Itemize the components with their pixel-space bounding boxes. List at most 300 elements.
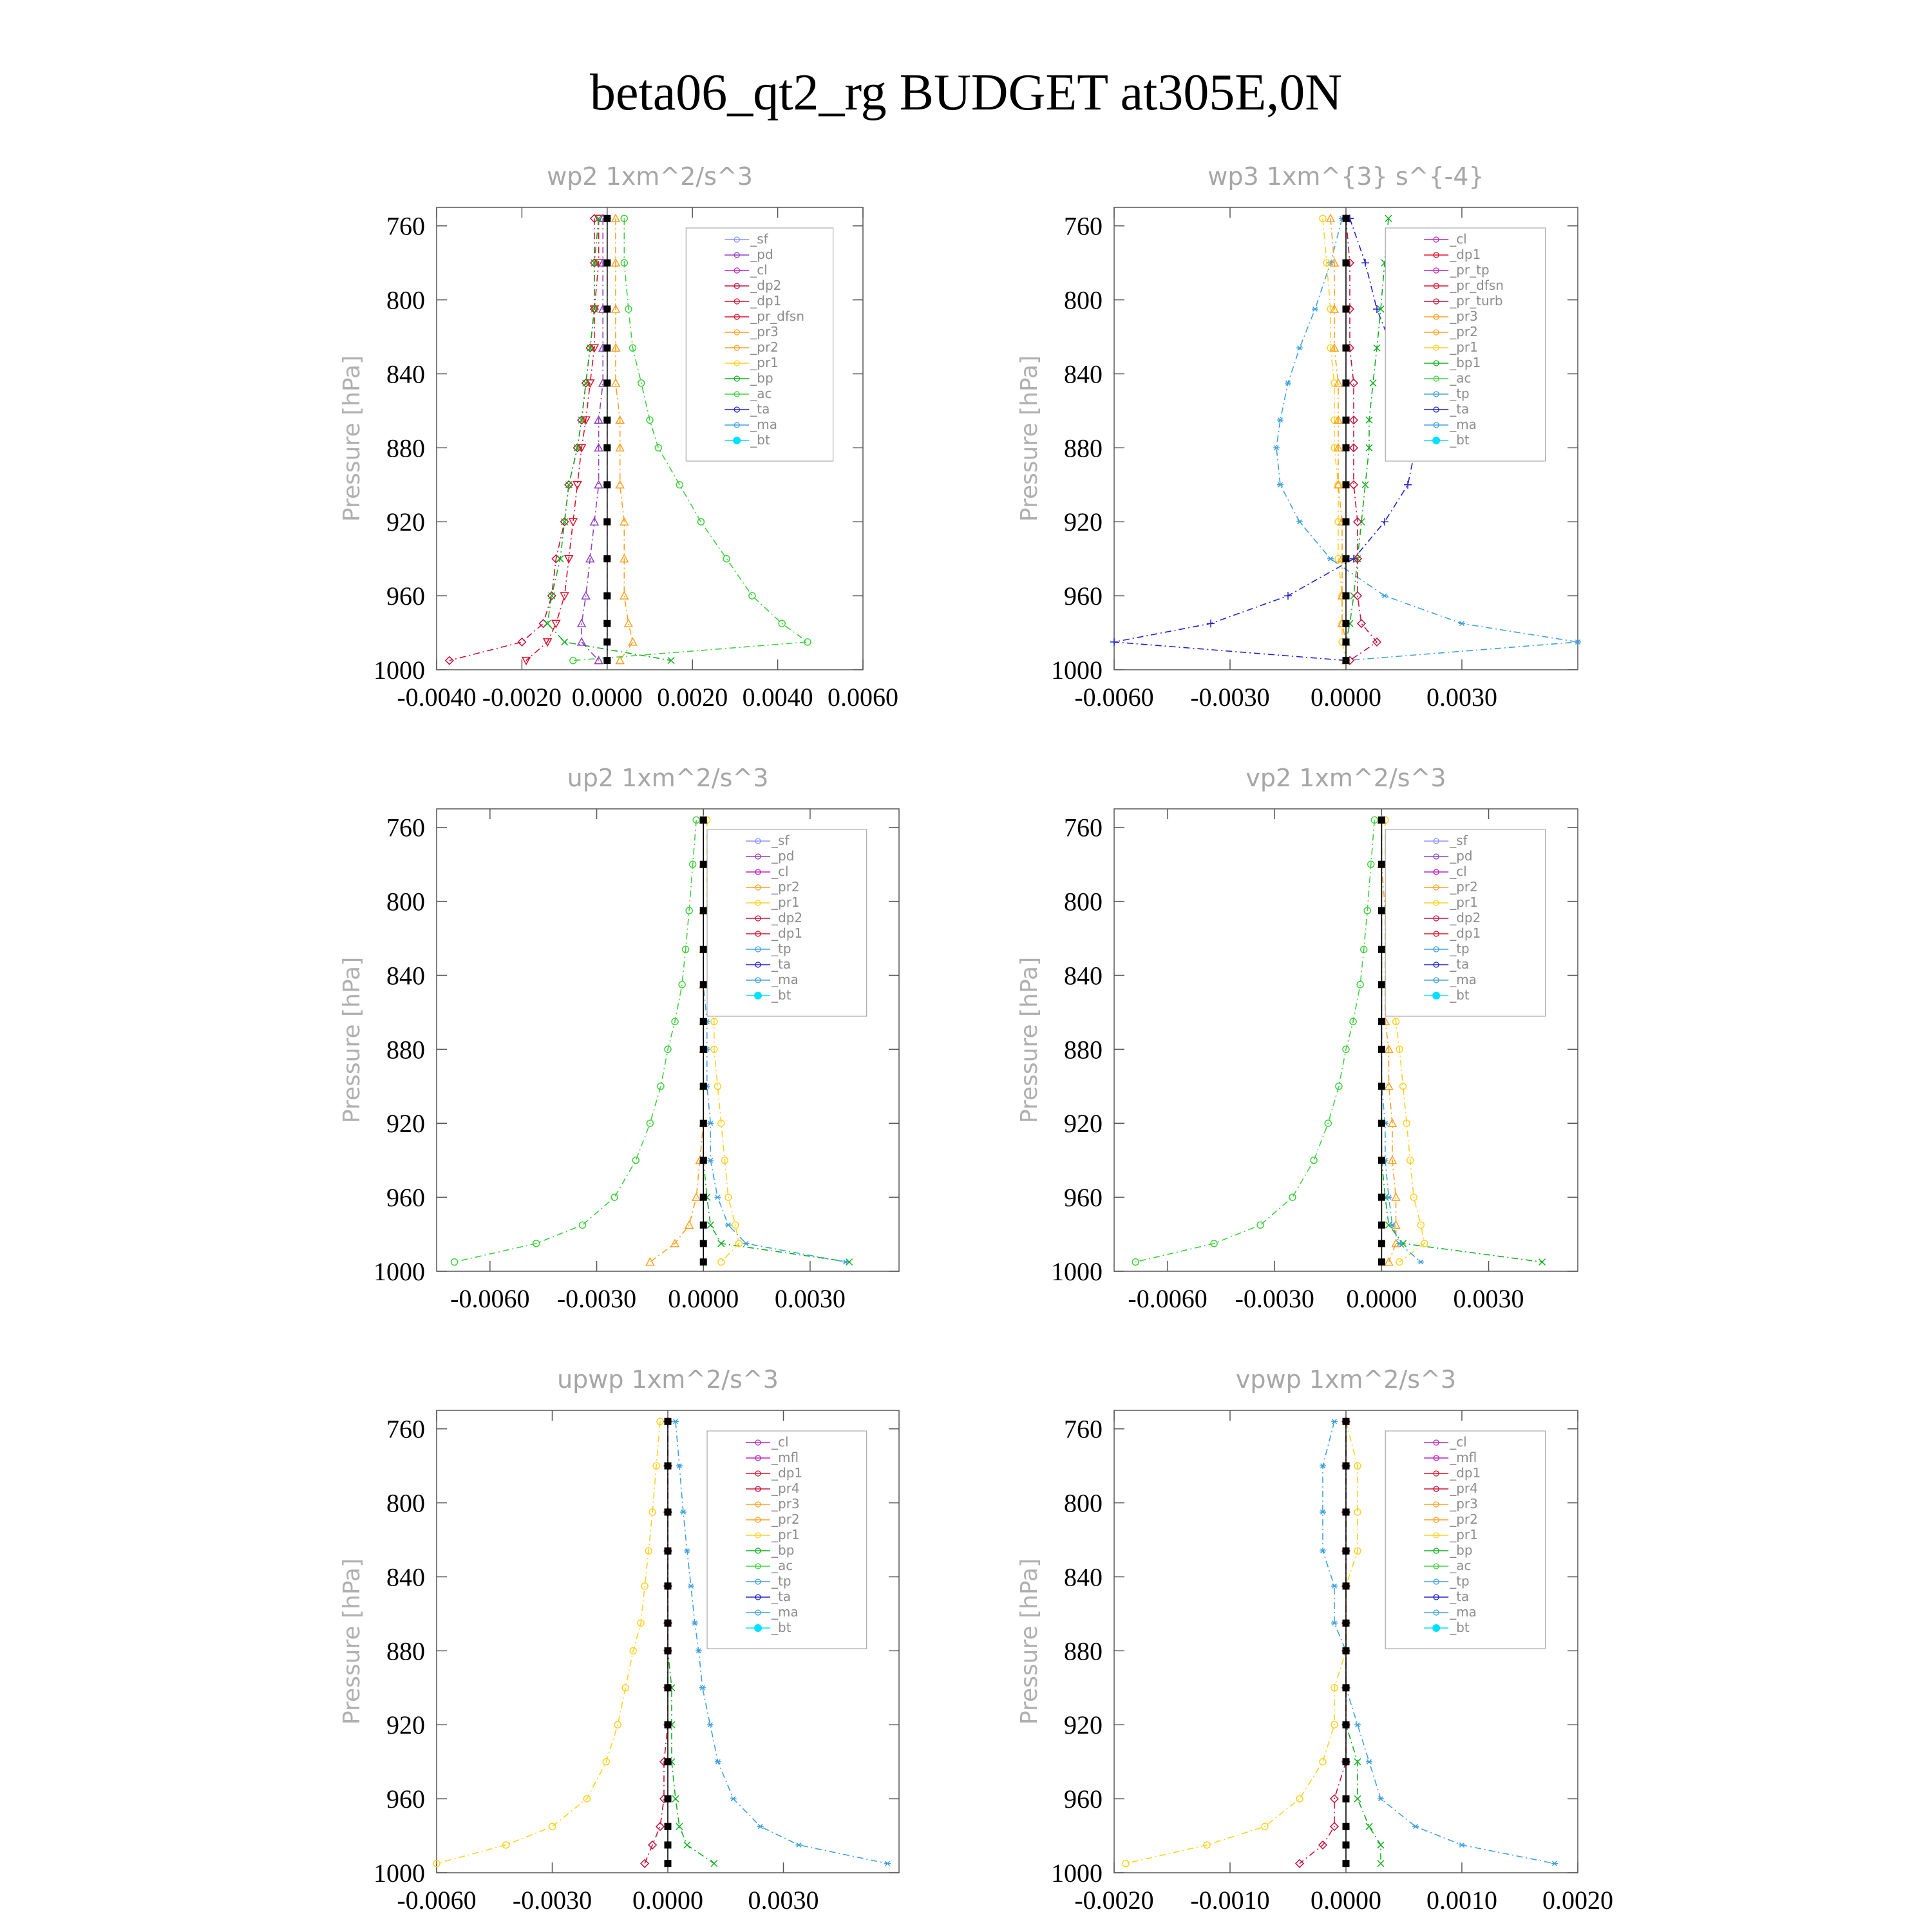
y-axis-label: Pressure [hPa] bbox=[339, 355, 365, 522]
legend-label: _pr_turb bbox=[1450, 293, 1503, 308]
x-tick-label: -0.0060 bbox=[1074, 683, 1154, 712]
legend-label: _pr1 bbox=[750, 355, 779, 370]
legend-label: _ma bbox=[1450, 1604, 1477, 1620]
y-axis-label: Pressure [hPa] bbox=[1016, 355, 1043, 522]
x-tick-label: -0.0040 bbox=[397, 683, 477, 712]
data-point bbox=[700, 1259, 706, 1265]
data-point bbox=[1378, 1194, 1385, 1200]
y-tick-label: 800 bbox=[1064, 887, 1103, 916]
y-tick-label: 880 bbox=[1064, 433, 1103, 463]
data-point bbox=[595, 481, 603, 488]
data-point bbox=[1311, 1157, 1317, 1164]
x-tick-label: 0.0000 bbox=[668, 1284, 739, 1313]
data-point bbox=[679, 981, 685, 988]
x-tick-label: -0.0060 bbox=[450, 1284, 530, 1313]
data-point bbox=[1343, 658, 1349, 664]
data-point bbox=[1343, 592, 1349, 599]
y-tick-label: 880 bbox=[1064, 1636, 1103, 1666]
data-point bbox=[1343, 1861, 1349, 1867]
y-tick-label: 1000 bbox=[374, 1257, 425, 1286]
series_pr1 bbox=[1122, 1418, 1361, 1866]
y-tick-label: 960 bbox=[386, 1785, 425, 1814]
y-tick-label: 760 bbox=[386, 211, 425, 241]
legend-label: _pr1 bbox=[1450, 1527, 1478, 1542]
y-tick-label: 840 bbox=[1064, 1562, 1103, 1592]
data-point bbox=[700, 1194, 706, 1200]
data-point bbox=[1296, 520, 1303, 524]
data-point bbox=[884, 1861, 891, 1866]
data-point bbox=[1350, 379, 1358, 387]
data-point bbox=[665, 1685, 671, 1691]
legend-label: _cl bbox=[772, 1434, 789, 1450]
data-point bbox=[616, 481, 624, 488]
y-tick-label: 880 bbox=[1064, 1035, 1103, 1065]
y-tick-label: 960 bbox=[1064, 582, 1103, 611]
legend-label: _cl bbox=[1450, 1434, 1467, 1450]
data-point bbox=[1378, 861, 1385, 867]
data-point bbox=[665, 1463, 671, 1469]
x-tick-label: -0.0030 bbox=[1190, 683, 1270, 712]
legend-label: _dp2 bbox=[1450, 910, 1481, 925]
data-point bbox=[1257, 1222, 1264, 1228]
data-point bbox=[697, 518, 704, 525]
data-point bbox=[1354, 1795, 1361, 1802]
y-axis-label: Pressure [hPa] bbox=[1016, 956, 1043, 1124]
y-tick-label: 880 bbox=[386, 1636, 425, 1666]
data-point bbox=[1378, 981, 1385, 988]
data-point bbox=[692, 1193, 700, 1200]
legend-label: _cl bbox=[750, 262, 768, 278]
legend-label: _ta bbox=[1450, 401, 1470, 417]
data-point bbox=[700, 946, 706, 952]
series-line bbox=[1135, 820, 1374, 1262]
x-tick-label: 0.0000 bbox=[1311, 1886, 1381, 1915]
legend-label: _pr1 bbox=[772, 895, 800, 910]
legend-label: _ta bbox=[1450, 1589, 1470, 1604]
legend-label: _dp2 bbox=[772, 910, 803, 925]
data-point bbox=[604, 556, 611, 562]
data-point bbox=[700, 861, 706, 867]
data-point bbox=[582, 592, 590, 599]
series_dp1 bbox=[1132, 817, 1378, 1265]
series-line bbox=[1300, 1421, 1346, 1863]
data-point bbox=[665, 1418, 671, 1425]
legend-label: _mfl bbox=[1450, 1450, 1477, 1465]
x-tick-label: -0.0030 bbox=[556, 1284, 637, 1313]
x-tick-label: 0.0000 bbox=[1311, 683, 1381, 712]
legend-label: _bt bbox=[1450, 432, 1470, 448]
legend-label: _dp1 bbox=[1450, 1465, 1481, 1481]
data-point bbox=[1343, 1548, 1349, 1554]
legend-label: _pr4 bbox=[1450, 1481, 1478, 1496]
legend-label: _pd bbox=[1450, 848, 1473, 864]
panel-3 bbox=[339, 764, 899, 1313]
data-point bbox=[604, 417, 611, 423]
x-tick-label: -0.0010 bbox=[1190, 1886, 1270, 1915]
x-tick-label: 0.0060 bbox=[828, 683, 898, 712]
data-point bbox=[1378, 1018, 1385, 1025]
data-point bbox=[685, 1221, 693, 1228]
panel-2 bbox=[1016, 162, 1581, 712]
series-line bbox=[450, 218, 594, 660]
data-point bbox=[1373, 305, 1381, 313]
x-tick-label: 0.0000 bbox=[632, 1886, 703, 1915]
data-point bbox=[641, 1860, 649, 1868]
y-tick-label: 960 bbox=[1064, 1183, 1103, 1213]
y-tick-label: 1000 bbox=[374, 656, 425, 685]
y-tick-label: 920 bbox=[386, 1710, 425, 1740]
data-point bbox=[1378, 1222, 1385, 1228]
series_bt bbox=[700, 817, 706, 1265]
data-point bbox=[1343, 215, 1349, 222]
legend-label: _ac bbox=[750, 386, 772, 401]
data-point bbox=[743, 1241, 750, 1245]
y-tick-label: 920 bbox=[1064, 1109, 1103, 1139]
data-point bbox=[665, 1620, 671, 1626]
panel-title: vp2 1xm^2/s^3 bbox=[1245, 764, 1446, 792]
x-tick-label: 0.0020 bbox=[1542, 1886, 1613, 1915]
data-point bbox=[1357, 981, 1363, 988]
legend-label: _pr2 bbox=[1450, 324, 1478, 339]
data-point bbox=[1343, 345, 1349, 351]
x-tick-label: 0.0030 bbox=[1426, 683, 1497, 712]
data-point bbox=[1459, 621, 1465, 626]
data-point bbox=[725, 1223, 732, 1227]
data-point bbox=[1459, 1842, 1465, 1847]
x-tick-label: 0.0040 bbox=[742, 683, 813, 712]
y-tick-label: 1000 bbox=[1051, 656, 1103, 685]
data-point bbox=[1385, 1083, 1392, 1090]
legend-label: _ta bbox=[1450, 956, 1470, 972]
series_bt bbox=[1343, 215, 1349, 663]
data-point bbox=[604, 444, 611, 451]
y-tick-label: 800 bbox=[386, 1488, 425, 1518]
data-point bbox=[646, 1258, 654, 1265]
data-point bbox=[1284, 592, 1292, 600]
data-point bbox=[451, 1259, 458, 1265]
panel-title: wp2 1xm^2/s^3 bbox=[547, 162, 753, 191]
data-point bbox=[604, 518, 611, 525]
legend bbox=[1385, 1431, 1545, 1649]
series-line bbox=[1126, 1421, 1358, 1863]
legend bbox=[707, 1431, 867, 1649]
legend-marker bbox=[1432, 437, 1440, 444]
legend-label: _bp bbox=[750, 370, 773, 386]
data-point bbox=[1366, 1823, 1372, 1830]
legend-label: _pr2 bbox=[772, 1511, 800, 1527]
legend-label: _ma bbox=[772, 1604, 799, 1620]
data-point bbox=[1392, 1193, 1400, 1200]
data-point bbox=[1381, 518, 1388, 526]
data-point bbox=[549, 1823, 556, 1830]
y-tick-label: 920 bbox=[1064, 1710, 1103, 1740]
data-point bbox=[684, 1842, 690, 1848]
data-point bbox=[604, 639, 611, 645]
legend-label: _dp1 bbox=[772, 1465, 803, 1481]
series_pr2 bbox=[646, 816, 707, 1265]
data-point bbox=[714, 1195, 721, 1200]
x-tick-label: -0.0020 bbox=[1074, 1886, 1154, 1915]
legend-label: _sf bbox=[1450, 833, 1468, 848]
legend-label: _pr3 bbox=[772, 1496, 800, 1511]
data-point bbox=[707, 1222, 714, 1228]
data-point bbox=[665, 1861, 671, 1867]
data-point bbox=[1343, 380, 1349, 386]
data-point bbox=[1327, 556, 1334, 561]
data-point bbox=[1343, 639, 1349, 645]
series-line bbox=[1346, 218, 1377, 660]
legend-label: _pr_dfsn bbox=[750, 308, 805, 324]
legend-label: _bt bbox=[750, 432, 770, 448]
legend-label: _pr1 bbox=[772, 1527, 800, 1542]
y-tick-label: 960 bbox=[386, 582, 425, 611]
legend-label: _ma bbox=[750, 417, 778, 432]
series_dp1 bbox=[451, 817, 700, 1265]
data-point bbox=[1378, 1842, 1384, 1848]
legend-label: _bp bbox=[1450, 1542, 1473, 1558]
legend-label: _ac bbox=[1450, 370, 1472, 386]
series_pr1 bbox=[433, 1418, 663, 1866]
data-point bbox=[629, 638, 637, 645]
data-point bbox=[632, 1157, 639, 1164]
legend-label: _pr3 bbox=[1450, 308, 1478, 324]
legend-label: _tp bbox=[1450, 1573, 1470, 1589]
legend-label: _pr2 bbox=[750, 339, 779, 355]
y-tick-label: 920 bbox=[1064, 507, 1103, 537]
figure-title: beta06_qt2_rg BUDGET at305E,0N bbox=[589, 64, 1343, 121]
legend bbox=[686, 228, 833, 461]
y-tick-label: 960 bbox=[1064, 1785, 1103, 1814]
legend-label: _ac bbox=[1450, 1558, 1472, 1573]
series-line bbox=[526, 218, 599, 660]
legend-label: _bp bbox=[772, 1542, 795, 1558]
data-point bbox=[688, 1584, 694, 1588]
data-point bbox=[1378, 1120, 1385, 1126]
x-tick-label: 0.0030 bbox=[748, 1886, 819, 1915]
y-tick-label: 800 bbox=[1064, 1488, 1103, 1518]
y-tick-label: 840 bbox=[386, 1562, 425, 1592]
data-point bbox=[1296, 1795, 1303, 1802]
data-point bbox=[1122, 1861, 1129, 1867]
data-point bbox=[518, 638, 526, 646]
data-point bbox=[1378, 1083, 1385, 1090]
panel-title: upwp 1xm^2/s^3 bbox=[557, 1365, 779, 1394]
y-tick-label: 840 bbox=[1064, 359, 1103, 389]
data-point bbox=[1343, 1509, 1349, 1515]
legend bbox=[707, 829, 867, 1016]
data-point bbox=[700, 1018, 706, 1025]
data-point bbox=[1343, 306, 1349, 312]
legend-label: _ta bbox=[772, 956, 791, 972]
data-point bbox=[616, 657, 624, 664]
data-point bbox=[1358, 620, 1365, 627]
data-point bbox=[1378, 1861, 1384, 1867]
data-point bbox=[665, 1548, 671, 1554]
data-point bbox=[700, 1157, 706, 1164]
series_bt bbox=[665, 1418, 671, 1866]
legend-label: _dp1 bbox=[750, 293, 782, 308]
y-tick-label: 840 bbox=[1064, 961, 1103, 990]
series_bt bbox=[604, 215, 611, 663]
legend-label: _ma bbox=[1450, 417, 1477, 432]
x-tick-label: 0.0020 bbox=[657, 683, 728, 712]
data-point bbox=[1378, 907, 1385, 914]
legend-label: _bt bbox=[1450, 987, 1470, 1003]
x-tick-label: -0.0020 bbox=[482, 683, 562, 712]
y-tick-label: 1000 bbox=[1051, 1257, 1103, 1286]
data-point bbox=[700, 1222, 706, 1228]
x-tick-label: 0.0000 bbox=[1346, 1284, 1417, 1313]
data-point bbox=[1343, 1418, 1349, 1425]
legend-label: _dp1 bbox=[772, 925, 803, 941]
y-tick-label: 800 bbox=[386, 887, 425, 916]
legend-label: _bt bbox=[1450, 1620, 1470, 1635]
x-tick-label: -0.0060 bbox=[397, 1886, 477, 1915]
x-tick-label: 0.0000 bbox=[571, 683, 643, 712]
data-point bbox=[1370, 380, 1376, 386]
legend-label: _sf bbox=[750, 231, 768, 247]
y-tick-label: 840 bbox=[386, 961, 425, 990]
legend-label: _pr2 bbox=[1450, 1511, 1478, 1527]
data-point bbox=[665, 1823, 671, 1830]
data-point bbox=[604, 620, 611, 627]
data-point bbox=[1404, 481, 1412, 489]
data-point bbox=[604, 345, 611, 351]
legend-label: _pr2 bbox=[1450, 879, 1478, 895]
data-point bbox=[579, 1222, 585, 1228]
x-tick-label: -0.0030 bbox=[512, 1886, 592, 1915]
data-point bbox=[1273, 446, 1280, 450]
data-point bbox=[711, 1861, 717, 1867]
data-point bbox=[604, 482, 611, 488]
y-tick-label: 800 bbox=[386, 285, 425, 315]
legend-label: _tp bbox=[1450, 941, 1470, 956]
data-point bbox=[665, 1795, 671, 1802]
series_pr3 bbox=[612, 214, 636, 663]
x-tick-label: 0.0030 bbox=[1453, 1284, 1524, 1313]
data-point bbox=[1354, 592, 1361, 600]
legend-label: _pr_tp bbox=[1450, 262, 1490, 278]
series_pd bbox=[578, 214, 607, 663]
data-point bbox=[1343, 1620, 1349, 1626]
data-point bbox=[676, 482, 683, 488]
legend-label: _tp bbox=[1450, 386, 1470, 401]
data-point bbox=[1110, 638, 1118, 646]
data-point bbox=[1378, 1259, 1385, 1265]
data-point bbox=[604, 215, 611, 222]
data-point bbox=[561, 592, 569, 600]
y-tick-label: 760 bbox=[1064, 1414, 1103, 1444]
data-point bbox=[1366, 1759, 1372, 1764]
legend-label: _ma bbox=[1450, 972, 1477, 987]
series-line bbox=[616, 218, 633, 660]
legend-marker bbox=[754, 1624, 762, 1632]
panel-6 bbox=[1016, 1365, 1613, 1915]
data-point bbox=[1417, 1260, 1424, 1264]
data-point bbox=[1396, 1241, 1403, 1245]
y-tick-label: 880 bbox=[386, 433, 425, 463]
data-point bbox=[1378, 1157, 1385, 1164]
y-tick-label: 880 bbox=[386, 1035, 425, 1065]
data-point bbox=[1343, 1721, 1349, 1728]
data-point bbox=[665, 1759, 671, 1765]
legend-label: _dp1 bbox=[1450, 925, 1481, 941]
y-tick-label: 920 bbox=[386, 1109, 425, 1139]
data-point bbox=[1312, 307, 1318, 311]
legend-label: _cl bbox=[1450, 231, 1467, 247]
data-point bbox=[1207, 620, 1215, 627]
data-point bbox=[672, 1795, 679, 1802]
data-point bbox=[1551, 1861, 1558, 1866]
legend-label: _pr1 bbox=[1450, 339, 1478, 355]
data-point bbox=[604, 306, 611, 312]
data-point bbox=[1343, 1583, 1349, 1589]
series_bt bbox=[1343, 1418, 1349, 1866]
legend-label: _sf bbox=[772, 833, 790, 848]
series-line bbox=[1346, 1421, 1381, 1863]
y-tick-label: 960 bbox=[386, 1183, 425, 1213]
data-point bbox=[665, 1721, 671, 1728]
data-point bbox=[1343, 1823, 1349, 1830]
x-tick-label: -0.0030 bbox=[1235, 1284, 1314, 1313]
data-point bbox=[757, 1824, 764, 1829]
series_ta bbox=[1110, 214, 1419, 664]
y-tick-label: 920 bbox=[386, 507, 425, 537]
legend-label: _tp bbox=[772, 941, 791, 956]
legend bbox=[1385, 829, 1545, 1016]
data-point bbox=[700, 981, 706, 988]
data-point bbox=[604, 658, 611, 664]
legend-label: _tp bbox=[772, 1573, 791, 1589]
series-line bbox=[455, 820, 697, 1262]
y-tick-label: 840 bbox=[386, 359, 425, 389]
x-tick-label: 0.0010 bbox=[1426, 1886, 1497, 1915]
panel-title: vpwp 1xm^2/s^3 bbox=[1235, 1365, 1457, 1394]
data-point bbox=[604, 380, 611, 386]
legend-label: _pr_dfsn bbox=[1450, 278, 1504, 293]
legend-label: _mfl bbox=[772, 1450, 799, 1465]
data-point bbox=[562, 639, 568, 645]
data-point bbox=[730, 1797, 737, 1801]
data-point bbox=[1343, 417, 1349, 423]
y-tick-label: 1000 bbox=[374, 1859, 425, 1888]
panel-title: wp3 1xm^{3} s^{-4} bbox=[1208, 162, 1484, 191]
data-point bbox=[700, 1046, 706, 1052]
legend-label: _bp1 bbox=[1450, 355, 1481, 370]
y-axis-label: Pressure [hPa] bbox=[1016, 1558, 1043, 1725]
legend-label: _cl bbox=[772, 864, 789, 879]
data-point bbox=[1412, 1824, 1419, 1829]
legend-label: _cl bbox=[1450, 864, 1467, 879]
data-point bbox=[1378, 817, 1385, 823]
legend-label: _dp2 bbox=[750, 278, 782, 293]
y-tick-label: 800 bbox=[1064, 285, 1103, 315]
data-point bbox=[665, 1647, 671, 1654]
legend-label: _pr1 bbox=[1450, 895, 1478, 910]
data-point bbox=[795, 1842, 802, 1847]
data-point bbox=[665, 1842, 671, 1848]
data-point bbox=[1343, 1647, 1349, 1654]
data-point bbox=[1381, 594, 1388, 598]
data-point bbox=[723, 556, 730, 562]
data-point bbox=[665, 1509, 671, 1515]
data-point bbox=[1389, 1223, 1396, 1227]
data-point bbox=[1343, 1795, 1349, 1802]
data-point bbox=[700, 907, 706, 914]
legend-label: _pd bbox=[772, 848, 795, 864]
data-point bbox=[604, 592, 611, 599]
legend-label: _pr2 bbox=[772, 879, 800, 895]
